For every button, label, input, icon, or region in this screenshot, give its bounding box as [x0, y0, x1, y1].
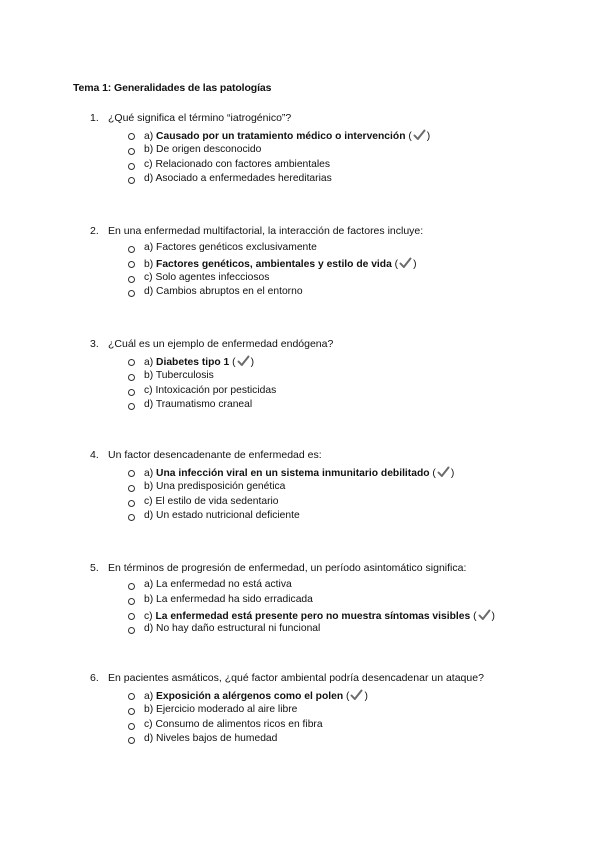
- option-item-correct: [0, 355, 600, 370]
- option-item-correct: [0, 129, 600, 144]
- option-letter: d): [144, 623, 154, 635]
- option-text: Cambios abruptos en el entorno: [156, 286, 303, 298]
- option-letter: b): [144, 703, 154, 715]
- question-item: [0, 338, 600, 414]
- option-label: [144, 144, 261, 155]
- bullet-circle-icon: [128, 583, 135, 590]
- option-letter: c): [144, 718, 153, 730]
- option-item: [0, 144, 600, 159]
- bullet-circle-icon: [128, 723, 135, 730]
- option-letter: c): [144, 495, 153, 507]
- question-line: [0, 562, 600, 577]
- question-number: 2.: [90, 225, 99, 237]
- question-item: [0, 562, 600, 638]
- question-text: Un factor desencadenante de enfermedad es:: [108, 449, 322, 461]
- option-item: [0, 286, 600, 301]
- page-title: Tema 1: Generalidades de las patologías: [73, 82, 272, 94]
- option-list: [0, 355, 600, 414]
- option-letter: d): [144, 286, 154, 298]
- question-item: [0, 225, 600, 301]
- option-text: Consumo de alimentos ricos en fibra: [155, 718, 323, 730]
- bullet-circle-icon: [128, 470, 135, 477]
- option-letter: b): [144, 143, 154, 155]
- option-label: [144, 173, 332, 184]
- option-text: Intoxicación por pesticidas: [155, 384, 277, 396]
- option-label: [144, 286, 303, 297]
- option-item: [0, 496, 600, 511]
- question-item: [0, 672, 600, 748]
- question-text: En una enfermedad multifactorial, la interacción de factores incluye:: [108, 225, 424, 237]
- option-text: Causado por un tratamiento médico o intervención: [156, 131, 406, 142]
- option-text: Exposición a alérgenos como el polen: [156, 691, 344, 702]
- option-text: La enfermedad está presente pero no muestra síntomas visibles: [155, 610, 471, 622]
- option-item: [0, 481, 600, 496]
- question-item: [0, 449, 600, 525]
- bullet-circle-icon: [128, 693, 135, 700]
- option-item: [0, 173, 600, 188]
- option-label: [144, 594, 313, 605]
- option-label: [144, 510, 300, 521]
- option-label: [144, 370, 214, 381]
- option-list: [0, 466, 600, 525]
- option-item: [0, 370, 600, 385]
- option-text: No hay daño estructural ni funcional: [156, 623, 321, 635]
- option-item-correct: [0, 689, 600, 704]
- question-text: En términos de progresión de enfermedad, un período asintomático significa:: [108, 562, 467, 574]
- option-text: Diabetes tipo 1: [156, 357, 230, 368]
- checkmark-icon: [399, 257, 412, 269]
- option-letter: a): [144, 579, 154, 590]
- option-letter: c): [144, 610, 153, 622]
- option-list: [0, 579, 600, 638]
- option-label: [144, 623, 320, 634]
- option-letter: b): [144, 593, 154, 605]
- option-text: El estilo de vida sedentario: [155, 495, 279, 507]
- option-text: Una infección viral en un sistema inmunitario debilitado: [156, 468, 430, 479]
- question-line: [0, 225, 600, 240]
- checkmark-icon: [350, 689, 363, 701]
- option-label: [144, 481, 285, 492]
- option-item: [0, 579, 600, 594]
- question-line: [0, 112, 600, 127]
- question-line: [0, 672, 600, 687]
- option-letter: a): [144, 691, 154, 702]
- checkmark-icon: [237, 355, 250, 367]
- option-text: La enfermedad no está activa: [156, 579, 292, 590]
- bullet-circle-icon: [128, 276, 135, 283]
- option-label: a) Causado por un tratamiento médico o intervención ( ): [144, 131, 431, 142]
- option-letter: b): [144, 369, 154, 381]
- option-label: a) Diabetes tipo 1 ( ): [144, 357, 255, 368]
- option-item-correct: [0, 466, 600, 481]
- option-label: a) Exposición a alérgenos como el polen ( ): [144, 691, 368, 702]
- option-label: b) Factores genéticos, ambientales y estilo de vida ( ): [144, 258, 417, 270]
- checkmark-icon: [437, 466, 450, 478]
- option-text: Relacionado con factores ambientales: [155, 158, 331, 170]
- option-item: [0, 385, 600, 400]
- option-label: [144, 496, 279, 507]
- option-text: Una predisposición genética: [156, 480, 286, 492]
- question-number: 3.: [90, 338, 99, 350]
- option-text: Solo agentes infecciosos: [155, 271, 270, 283]
- bullet-circle-icon: [128, 163, 135, 170]
- option-item-correct: [0, 609, 600, 624]
- option-letter: d): [144, 173, 154, 185]
- question-number: 6.: [90, 672, 99, 684]
- bullet-circle-icon: [128, 500, 135, 507]
- option-item: [0, 733, 600, 748]
- option-label: [144, 385, 276, 396]
- option-text: Traumatismo craneal: [155, 399, 253, 411]
- question-number: 5.: [90, 562, 99, 574]
- question-number: 1.: [90, 112, 99, 124]
- option-label: [144, 719, 323, 730]
- bullet-circle-icon: [128, 261, 135, 268]
- option-letter: d): [144, 733, 154, 745]
- bullet-circle-icon: [128, 613, 135, 620]
- option-label: [144, 399, 252, 410]
- option-letter: d): [144, 399, 154, 411]
- bullet-circle-icon: [128, 133, 135, 140]
- option-item-correct: [0, 257, 600, 272]
- question-number: 4.: [90, 449, 99, 461]
- question-line: [0, 449, 600, 464]
- option-text: Niveles bajos de humedad: [156, 733, 278, 745]
- checkmark-icon: [478, 609, 491, 621]
- option-list: [0, 689, 600, 748]
- question-item: [0, 112, 600, 188]
- option-text: Factores genéticos exclusivamente: [156, 242, 317, 253]
- option-text: Un estado nutricional deficiente: [156, 510, 300, 522]
- bullet-circle-icon: [128, 148, 135, 155]
- option-text: Asociado a enfermedades hereditarias: [155, 173, 332, 185]
- option-item: [0, 594, 600, 609]
- option-item: [0, 704, 600, 719]
- bullet-circle-icon: [128, 389, 135, 396]
- option-label: [144, 704, 297, 715]
- question-text: En pacientes asmáticos, ¿qué factor ambiental podría desencadenar un ataque?: [108, 672, 484, 684]
- option-letter: b): [144, 258, 154, 270]
- option-letter: c): [144, 384, 153, 396]
- option-letter: d): [144, 510, 154, 522]
- option-label: a) Una infección viral en un sistema inmunitario debilitado ( ): [144, 468, 455, 479]
- option-label: [144, 242, 317, 253]
- option-letter: c): [144, 158, 153, 170]
- option-item: [0, 399, 600, 414]
- bullet-circle-icon: [128, 290, 135, 297]
- bullet-circle-icon: [128, 246, 135, 253]
- bullet-circle-icon: [128, 598, 135, 605]
- option-item: [0, 623, 600, 638]
- option-item: [0, 510, 600, 525]
- option-item: [0, 272, 600, 287]
- question-line: [0, 338, 600, 353]
- bullet-circle-icon: [128, 359, 135, 366]
- bullet-circle-icon: [128, 708, 135, 715]
- bullet-circle-icon: [128, 374, 135, 381]
- option-letter: a): [144, 131, 154, 142]
- option-item: [0, 719, 600, 734]
- option-label: [144, 159, 330, 170]
- option-letter: c): [144, 271, 153, 283]
- option-text: Tuberculosis: [155, 369, 214, 381]
- option-label: c) La enfermedad está presente pero no muestra síntomas visibles ( ): [144, 610, 495, 622]
- option-text: Factores genéticos, ambientales y estilo de vida: [156, 258, 392, 270]
- question-text: ¿Cuál es un ejemplo de enfermedad endógena?: [108, 338, 334, 350]
- bullet-circle-icon: [128, 627, 135, 634]
- option-label: [144, 272, 269, 283]
- option-list: [0, 242, 600, 301]
- bullet-circle-icon: [128, 737, 135, 744]
- checkmark-icon: [413, 129, 426, 141]
- option-letter: a): [144, 242, 154, 253]
- option-text: La enfermedad ha sido erradicada: [156, 593, 313, 605]
- option-text: Ejercicio moderado al aire libre: [156, 703, 298, 715]
- option-item: [0, 242, 600, 257]
- option-list: [0, 129, 600, 188]
- question-text: ¿Qué significa el término “iatrogénico”?: [108, 112, 292, 124]
- option-label: [144, 579, 292, 590]
- option-label: [144, 733, 277, 744]
- option-text: De origen desconocido: [156, 143, 262, 155]
- bullet-circle-icon: [128, 177, 135, 184]
- option-letter: a): [144, 468, 154, 479]
- bullet-circle-icon: [128, 403, 135, 410]
- option-item: [0, 159, 600, 174]
- option-letter: b): [144, 480, 154, 492]
- option-letter: a): [144, 357, 154, 368]
- bullet-circle-icon: [128, 514, 135, 521]
- bullet-circle-icon: [128, 485, 135, 492]
